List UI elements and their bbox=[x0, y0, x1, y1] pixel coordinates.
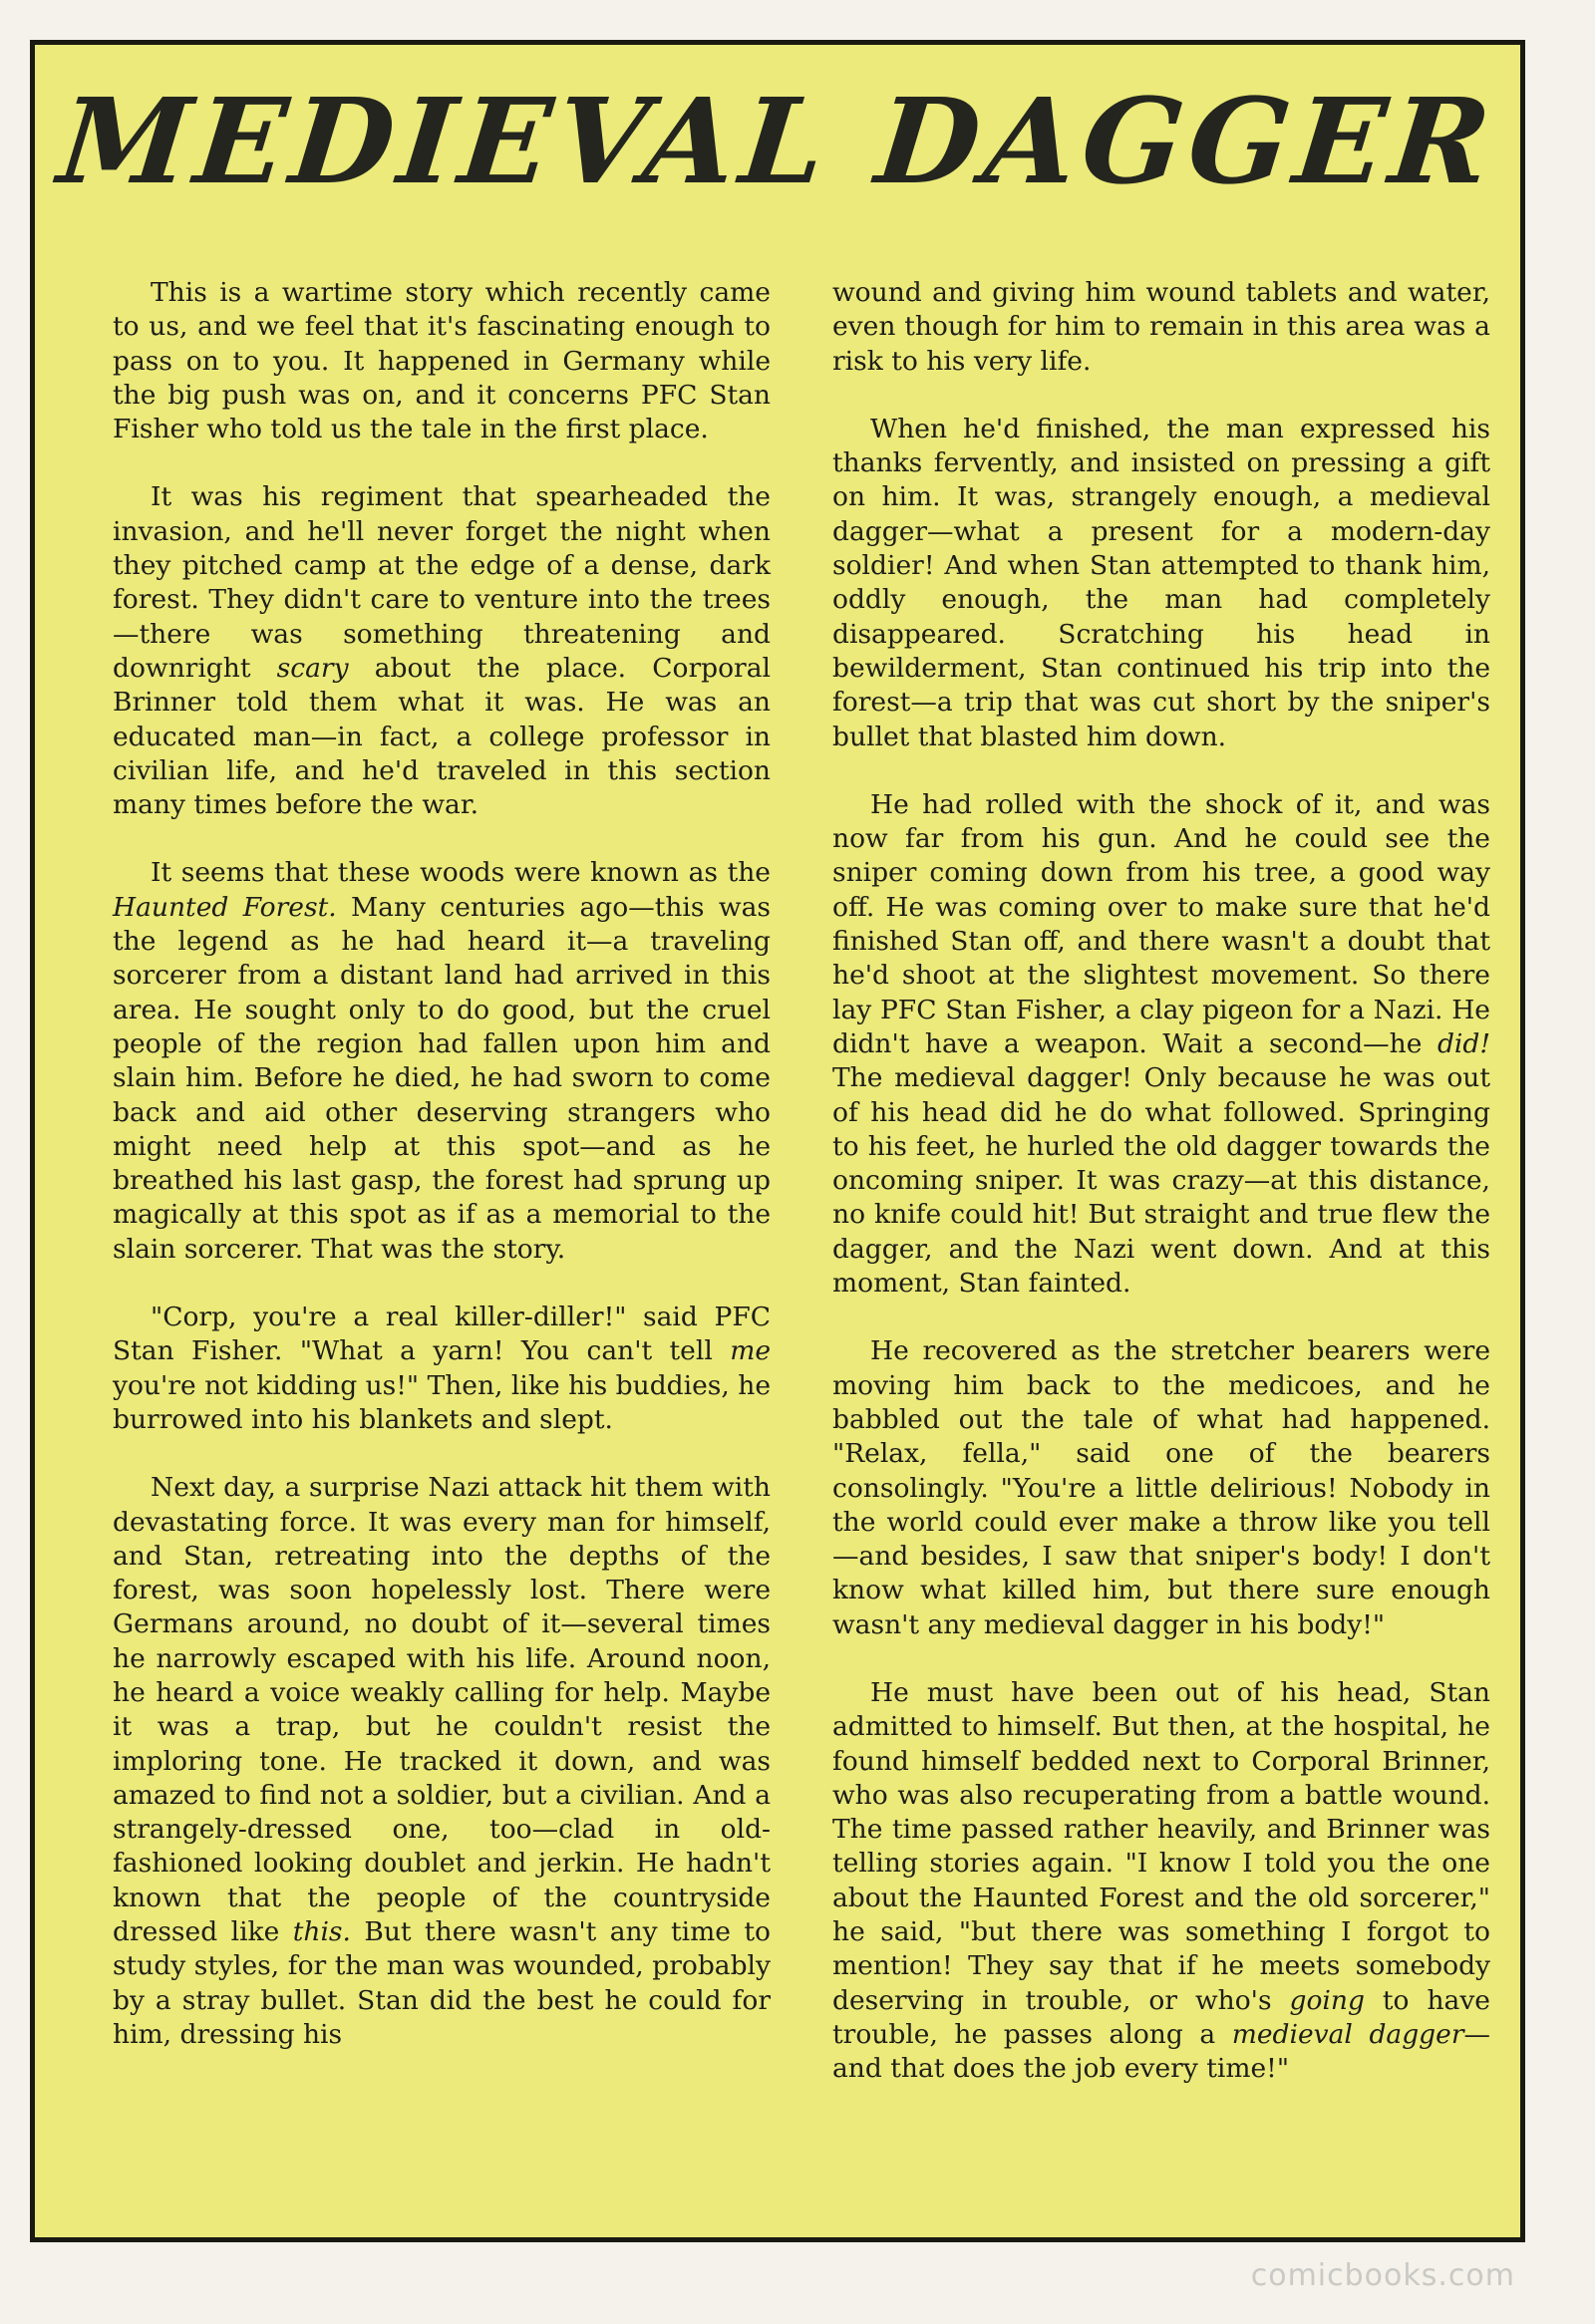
story-panel bbox=[30, 40, 1525, 2242]
paragraph: He had rolled with the shock of it, and was now far from his gun. And he could see the sniper coming down from his tree, a good way off. He was coming over to make sure that he'd finished Stan off, and there wasn't a doubt that he'd shoot at the slightest movement. So there lay PFC Stan Fisher, a clay pigeon for a Nazi. He didn't have a weapon. Wait a second—he did! The medieval dagger! Only because he was out of his head did he do what followed. Springing to his feet, he hurled the old dagger towards the oncoming sniper. It was crazy—at this distance, no knife could hit! But straight and true flew the dagger, and the Nazi went down. And at this moment, Stan fainted. bbox=[832, 788, 1490, 1300]
paragraph: "Corp, you're a real killer-diller!" said PFC Stan Fisher. "What a yarn! You can't tell me you're not kidding us!" Then, like his buddies, he burrowed into his blankets and slept. bbox=[113, 1302, 771, 1435]
paragraph: Next day, a surprise Nazi attack hit them with devastating force. It was every man for himself, and Stan, retreating into the depths of the forest, was soon hopelessly lost. There were Germans around, no doubt of it—several times he narrowly escaped with his life. Around noon, he heard a voice weakly calling for help. Maybe it was a trap, but he couldn't resist the imploring tone. He tracked it down, and was amazed to find not a soldier, but a civilian. And a strangely-dressed one, too—clad in old-fashioned looking doublet and jerkin. He hadn't known that the people of the countryside dressed like this. But there wasn't any time to study styles, for the man was wounded, probably by a stray bullet. Stan did the best he could for him, dressing his bbox=[113, 1472, 771, 2050]
site-watermark: comicbooks.com bbox=[1250, 2258, 1515, 2293]
paragraph: He recovered as the stretcher bearers were moving him back to the medicoes, and he babbled out the tale of what had happened. "Relax, fella," said one of the bearers consolingly. "You're a little delirious! Nobody in the world could ever make a throw like you tell—and besides, I saw that sniper's body! I don't know what killed him, but there sure enough wasn't any medieval dagger in his body!" bbox=[832, 1335, 1490, 1640]
paragraph: He must have been out of his head, Stan admitted to himself. But then, at the hospital, he found himself bedded next to Corporal Brinner, who was also recuperating from a battle wound. The time passed rather heavily, and Brinner was telling stories again. "I know I told you the one about the Haunted Forest and the old sorcerer," he said, "but there was something I forgot to mention! They say that if he meets somebody deserving in trouble, or who's going to have trouble, he passes along a medieval dagger—and that does the job every time!" bbox=[832, 1676, 1490, 2085]
paragraph: This is a wartime story which recently came to us, and we feel that it's fascinating enough to pass on to you. It happened in Germany while the big push was on, and it concerns PFC Stan Fisher who told us the tale in the first place. bbox=[113, 277, 771, 445]
paragraph: It seems that these woods were known as the Haunted Forest. Many centuries ago—this was the legend as he had heard it—a traveling sorcerer from a distant land had arrived in this area. He sought only to do good, but the cruel people of the region had fallen upon him and slain him. Before he died, he had sworn to come back and aid other deserving strangers who might need help at this spot—and as he breathed his last gasp, the forest had sprung up magically at this spot as if as a memorial to the slain sorcerer. That was the story. bbox=[113, 857, 771, 1265]
story-title: MEDIEVAL DAGGER bbox=[53, 72, 1503, 210]
right-column bbox=[832, 276, 1490, 2121]
paragraph: It was his regiment that spearheaded the invasion, and he'll never forget the night when they pitched camp at the edge of a dense, dark forest. They didn't care to venture into the trees—there was something threatening and downright scary about the place. Corporal Brinner told them what it was. He was an educated man—in fact, a college professor in civilian life, and he'd traveled in this section many times before the war. bbox=[113, 481, 771, 821]
left-column bbox=[113, 276, 771, 2086]
paragraph: When he'd finished, the man expressed his thanks fervently, and insisted on pressing a gift on him. It was, strangely enough, a medieval dagger—what a present for a modern-day soldier! And when Stan attempted to thank him, oddly enough, the man had completely disappeared. Scratching his head in bewilderment, Stan continued his trip into the forest—a trip that was cut short by the sniper's bullet that blasted him down. bbox=[832, 413, 1490, 752]
paragraph: wound and giving him wound tablets and water, even though for him to remain in this area was a risk to his very life. bbox=[832, 277, 1490, 377]
